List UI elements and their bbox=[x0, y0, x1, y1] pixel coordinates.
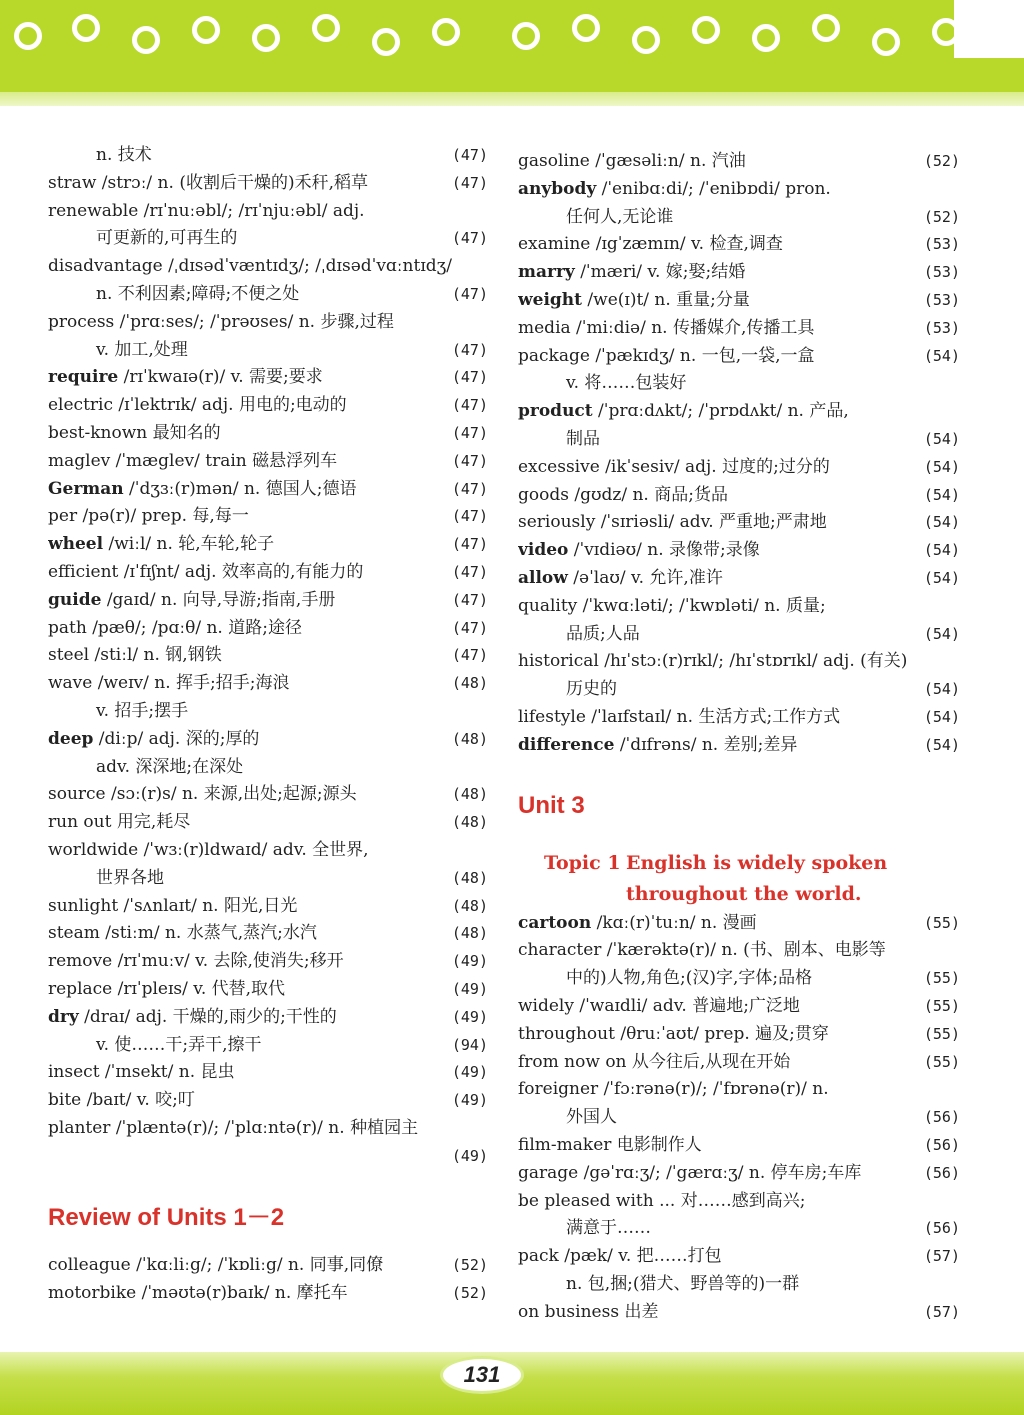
vocab-entry bbox=[518, 704, 960, 732]
vocab-entry-page: (55) bbox=[923, 996, 960, 1015]
header-circle-decoration bbox=[132, 26, 160, 54]
header-circle-decoration bbox=[632, 26, 660, 54]
vocab-entry-text: deep /diːp/ adj. 深的;厚的 bbox=[48, 728, 260, 749]
vocab-entry-text: historical /hɪˈstɔː(r)rɪkl/; /hɪˈstɒrɪkl/ adj. (有关) bbox=[518, 651, 908, 672]
vocab-entry-text: from now on 从今往后,从现在开始 bbox=[518, 1051, 791, 1072]
vocab-entry-text: pack /pæk/ v. 把……打包 bbox=[518, 1246, 722, 1267]
vocab-entry-text: best-known 最知名的 bbox=[48, 422, 221, 443]
right-column bbox=[518, 148, 960, 1326]
vocab-entry-text: n. 包,捆;(猎犬、野兽等的)一群 bbox=[566, 1273, 800, 1294]
vocab-entry-text: dry /draɪ/ adj. 干燥的,雨少的;干性的 bbox=[48, 1006, 337, 1027]
header-circle-decoration bbox=[192, 16, 220, 44]
vocab-entry-page: (47) bbox=[451, 590, 488, 609]
vocab-entry bbox=[518, 231, 960, 259]
vocab-entry bbox=[48, 198, 488, 226]
vocab-entry-page: (56) bbox=[923, 1135, 960, 1154]
vocab-entry-page: (47) bbox=[451, 368, 488, 387]
vocab-entry-text: v. 将……包装好 bbox=[566, 373, 687, 394]
vocab-entry-text: guide /gaɪd/ n. 向导,导游;指南,手册 bbox=[48, 589, 336, 610]
header-circle-decoration bbox=[512, 22, 540, 50]
vocab-entry bbox=[518, 370, 960, 398]
vocab-entry bbox=[48, 1280, 488, 1308]
unit3-vocab-list bbox=[518, 910, 960, 1327]
vocab-entry-text: lifestyle /ˈlaɪfstaɪl/ n. 生活方式;工作方式 bbox=[518, 706, 841, 727]
vocab-entry-page: (52) bbox=[451, 1284, 488, 1303]
vocab-entry bbox=[518, 287, 960, 315]
vocab-entry-page: (54) bbox=[923, 485, 960, 504]
vocab-entry-page: (48) bbox=[451, 729, 488, 748]
review-vocab-list bbox=[48, 1252, 488, 1308]
vocab-entry-page: (56) bbox=[923, 1163, 960, 1182]
vocab-entry-page: (56) bbox=[923, 1108, 960, 1127]
vocab-entry-text: colleague /ˈkɑːliːg/; /ˈkɒliːg/ n. 同事,同僚 bbox=[48, 1255, 384, 1276]
unit3-title: Unit 3 bbox=[518, 791, 585, 819]
vocab-entry-text: seriously /ˈsɪriəsli/ adv. 严重地;严肃地 bbox=[518, 512, 827, 533]
vocab-entry-page: (94) bbox=[451, 1035, 488, 1054]
vocab-entry bbox=[518, 1160, 960, 1188]
vocab-entry bbox=[518, 732, 960, 760]
vocab-entry-text: allow /əˈlaʊ/ v. 允许,准许 bbox=[518, 567, 723, 588]
vocab-entry bbox=[518, 259, 960, 287]
vocab-entry-page: (48) bbox=[451, 674, 488, 693]
vocab-entry-page: (49) bbox=[451, 1063, 488, 1082]
vocab-entry bbox=[518, 937, 960, 965]
vocab-entry bbox=[48, 920, 488, 948]
vocab-entry bbox=[518, 1188, 960, 1216]
vocab-entry-text: insect /ˈɪnsekt/ n. 昆虫 bbox=[48, 1062, 235, 1083]
vocab-entry bbox=[518, 1243, 960, 1271]
left-column bbox=[48, 142, 488, 1308]
vocab-entry-text: steel /stiːl/ n. 钢,钢铁 bbox=[48, 645, 222, 666]
vocab-entry bbox=[518, 1021, 960, 1049]
vocab-entry-page: (54) bbox=[923, 541, 960, 560]
vocab-entry-text: planter /ˈplæntə(r)/; /ˈplɑːntə(r)/ n. 种植园主 bbox=[48, 1117, 419, 1138]
vocab-entry-text: cartoon /kɑː(r)ˈtuːn/ n. 漫画 bbox=[518, 912, 757, 933]
vocab-entry-text: 品质;人品 bbox=[566, 623, 640, 644]
vocab-entry-page: (53) bbox=[923, 263, 960, 282]
vocab-entry bbox=[48, 337, 488, 365]
vocab-entry-page: (47) bbox=[451, 423, 488, 442]
vocab-entry-text: quality /ˈkwɑːləti/; /ˈkwɒləti/ n. 质量; bbox=[518, 595, 826, 616]
vocab-entry-text: renewable /rɪˈnuːəbl/; /rɪˈnjuːəbl/ adj. bbox=[48, 200, 365, 221]
vocab-entry-page: (56) bbox=[923, 1219, 960, 1238]
vocab-entry-text: film-maker 电影制作人 bbox=[518, 1134, 702, 1155]
vocab-entry-page: (49) bbox=[451, 1146, 488, 1165]
vocab-entry-text: throughout /θruːˈaʊt/ prep. 遍及;贯穿 bbox=[518, 1023, 829, 1044]
vocab-entry bbox=[48, 1087, 488, 1115]
vocab-entry-text: replace /rɪˈpleɪs/ v. 代替,取代 bbox=[48, 978, 286, 999]
vocab-entry-text: marry /ˈmæri/ v. 嫁;娶;结婚 bbox=[518, 262, 746, 283]
vocab-entry bbox=[48, 225, 488, 253]
vocab-entry-page: (52) bbox=[451, 1256, 488, 1275]
vocab-entry-text: require /rɪˈkwaɪə(r)/ v. 需要;要求 bbox=[48, 367, 323, 388]
vocab-entry-page: (49) bbox=[451, 979, 488, 998]
vocab-entry-text: product /ˈprɑːdʌkt/; /ˈprɒdʌkt/ n. 产品, bbox=[518, 401, 849, 422]
vocab-entry bbox=[48, 837, 488, 865]
vocab-entry bbox=[518, 454, 960, 482]
vocab-entry bbox=[48, 698, 488, 726]
vocab-entry-text: excessive /ikˈsesiv/ adj. 过度的;过分的 bbox=[518, 456, 830, 477]
header-circle-decoration bbox=[812, 14, 840, 42]
vocab-entry bbox=[48, 893, 488, 921]
header-circle-decoration bbox=[872, 28, 900, 56]
review-title: Review of Units 1－2 bbox=[48, 1204, 285, 1232]
vocab-entry bbox=[48, 1143, 488, 1171]
vocab-entry bbox=[48, 392, 488, 420]
vocab-entry-page: (47) bbox=[451, 340, 488, 359]
vocab-entry bbox=[518, 1049, 960, 1077]
vocab-entry bbox=[48, 615, 488, 643]
vocab-entry-text: German /ˈdʒɜː(r)mən/ n. 德国人;德语 bbox=[48, 478, 357, 499]
vocab-entry-text: video /ˈvɪdiəʊ/ n. 录像带;录像 bbox=[518, 540, 760, 561]
vocab-entry bbox=[48, 781, 488, 809]
vocab-entry-text: bite /baɪt/ v. 咬;叮 bbox=[48, 1090, 195, 1111]
vocab-entry bbox=[48, 1059, 488, 1087]
vocab-entry bbox=[518, 343, 960, 371]
vocab-entry-text: 满意于…… bbox=[566, 1218, 651, 1239]
vocab-entry-text: on business 出差 bbox=[518, 1301, 659, 1322]
vocab-entry-page: (54) bbox=[923, 457, 960, 476]
vocab-entry-text: electric /ɪˈlektrɪk/ adj. 用电的;电动的 bbox=[48, 395, 347, 416]
topic-heading bbox=[518, 848, 960, 910]
vocab-entry-text: be pleased with ... 对……感到高兴; bbox=[518, 1190, 806, 1211]
vocab-entry-page: (55) bbox=[923, 913, 960, 932]
vocab-entry bbox=[48, 587, 488, 615]
vocab-entry-page: (48) bbox=[451, 896, 488, 915]
vocab-entry-page: (47) bbox=[451, 562, 488, 581]
header-circle-decoration bbox=[312, 14, 340, 42]
vocab-entry-text: n. 技术 bbox=[96, 145, 152, 165]
vocab-entry-text: per /pə(r)/ prep. 每,每一 bbox=[48, 506, 249, 527]
vocab-entry-text: worldwide /ˈwɜː(r)ldwaɪd/ adv. 全世界, bbox=[48, 839, 369, 860]
vocab-entry bbox=[48, 142, 488, 170]
vocab-entry bbox=[48, 1004, 488, 1032]
vocab-entry bbox=[518, 910, 960, 938]
vocab-entry bbox=[518, 315, 960, 343]
vocab-entry bbox=[518, 537, 960, 565]
topic-title-line1: English is widely spoken bbox=[626, 851, 888, 874]
vocab-entry bbox=[48, 865, 488, 893]
vocab-entry-page: (47) bbox=[451, 479, 488, 498]
vocab-entry bbox=[48, 1252, 488, 1280]
vocab-entry-page: (49) bbox=[451, 1091, 488, 1110]
vocab-entry-text: gasoline /ˈgæsəliːn/ n. 汽油 bbox=[518, 151, 746, 171]
vocab-entry bbox=[48, 170, 488, 198]
vocab-entry bbox=[518, 148, 960, 176]
vocab-entry bbox=[48, 253, 488, 281]
header-circle-decoration bbox=[372, 28, 400, 56]
vocab-entry-text: path /pæθ/; /pɑːθ/ n. 道路;途径 bbox=[48, 617, 302, 638]
vocab-entry bbox=[518, 482, 960, 510]
vocab-entry-text: process /ˈprɑːses/; /ˈprəʊses/ n. 步骤,过程 bbox=[48, 311, 394, 332]
vocab-entry bbox=[518, 648, 960, 676]
vocab-entry-text: remove /rɪˈmuːv/ v. 去除,使消失;移开 bbox=[48, 951, 344, 972]
vocab-entry bbox=[518, 1215, 960, 1243]
vocab-entry-page: (47) bbox=[451, 618, 488, 637]
vocab-entry-text: examine /ɪgˈzæmɪn/ v. 检查,调查 bbox=[518, 234, 783, 255]
vocab-entry-page: (55) bbox=[923, 1052, 960, 1071]
vocab-entry-text: v. 使……干;弄干,擦干 bbox=[96, 1034, 262, 1055]
vocab-entry bbox=[518, 509, 960, 537]
vocab-entry-page: (47) bbox=[451, 646, 488, 665]
vocab-entry bbox=[48, 420, 488, 448]
header-white-box bbox=[954, 0, 1024, 58]
vocab-entry-page: (57) bbox=[923, 1247, 960, 1266]
vocab-entry bbox=[518, 993, 960, 1021]
vocab-entry-text: goods /gʊdz/ n. 商品;货品 bbox=[518, 484, 728, 505]
vocab-entry-page: (54) bbox=[923, 346, 960, 365]
vocab-entry bbox=[48, 809, 488, 837]
vocab-entry-page: (57) bbox=[923, 1302, 960, 1321]
vocab-entry-page: (48) bbox=[451, 868, 488, 887]
vocab-entry-text: anybody /ˈenibɑːdi/; /ˈenibɒdi/ pron. bbox=[518, 178, 831, 199]
vocab-entry bbox=[48, 1115, 488, 1143]
vocab-entry-text: wheel /wiːl/ n. 轮,车轮,轮子 bbox=[48, 534, 275, 555]
vocab-entry-text: maglev /ˈmæglev/ train 磁悬浮列车 bbox=[48, 450, 338, 471]
vocab-entry-page: (54) bbox=[923, 735, 960, 754]
vocab-entry-page: (54) bbox=[923, 680, 960, 699]
header-circle-decoration bbox=[572, 14, 600, 42]
vocab-entry-text: 中的)人物,角色;(汉)字,字体;品格 bbox=[566, 968, 813, 989]
vocab-entry-text: 外国人 bbox=[566, 1107, 617, 1128]
vocab-entry-page: (47) bbox=[451, 284, 488, 303]
vocab-entry bbox=[48, 559, 488, 587]
vocab-entry bbox=[48, 309, 488, 337]
vocab-entry-text: 世界各地 bbox=[96, 867, 164, 888]
vocab-entry-text: 历史的 bbox=[566, 679, 617, 700]
vocab-entry bbox=[48, 281, 488, 309]
topic-title-line2: throughout the world. bbox=[626, 882, 862, 905]
header-circle-decoration bbox=[432, 18, 460, 46]
vocab-entry bbox=[48, 448, 488, 476]
vocab-entry bbox=[48, 642, 488, 670]
vocab-entry bbox=[518, 965, 960, 993]
vocab-entry-text: 制品 bbox=[566, 428, 600, 449]
right-vocab-list bbox=[518, 148, 960, 760]
vocab-entry-page: (54) bbox=[923, 513, 960, 532]
vocab-entry-text: disadvantage /ˌdɪsədˈvæntɪdʒ/; /ˌdɪsədˈvɑːntɪdʒ/ bbox=[48, 256, 452, 277]
vocab-entry-page: (49) bbox=[451, 1007, 488, 1026]
vocab-entry-page: (49) bbox=[451, 952, 488, 971]
vocab-entry bbox=[518, 398, 960, 426]
vocab-entry-page: (53) bbox=[923, 235, 960, 254]
vocab-entry-page: (48) bbox=[451, 924, 488, 943]
topic-label: Topic 1 bbox=[544, 851, 621, 874]
vocab-entry-page: (54) bbox=[923, 624, 960, 643]
vocab-entry bbox=[48, 726, 488, 754]
vocab-entry bbox=[48, 531, 488, 559]
header-circle-decoration bbox=[72, 14, 100, 42]
vocab-entry bbox=[48, 364, 488, 392]
vocab-entry bbox=[518, 176, 960, 204]
vocab-entry bbox=[48, 754, 488, 782]
vocab-entry-text: garage /gəˈrɑːʒ/; /ˈgærɑːʒ/ n. 停车房;车库 bbox=[518, 1162, 862, 1183]
vocab-entry bbox=[518, 1299, 960, 1327]
vocab-entry-page: (54) bbox=[923, 429, 960, 448]
vocab-entry-text: weight /we(ɪ)t/ n. 重量;分量 bbox=[518, 289, 750, 310]
vocab-entry-page: (52) bbox=[923, 207, 960, 226]
vocab-entry bbox=[48, 976, 488, 1004]
vocab-entry bbox=[518, 621, 960, 649]
vocab-entry-page: (48) bbox=[451, 813, 488, 832]
vocab-entry-page: (52) bbox=[923, 152, 960, 170]
vocab-entry-page: (47) bbox=[451, 535, 488, 554]
vocab-entry-page: (54) bbox=[923, 568, 960, 587]
vocab-entry-page: (55) bbox=[923, 969, 960, 988]
vocab-entry bbox=[518, 1104, 960, 1132]
left-vocab-list bbox=[48, 142, 488, 1170]
vocab-entry-text: package /ˈpækɪdʒ/ n. 一包,一袋,一盒 bbox=[518, 345, 815, 366]
vocab-entry bbox=[48, 1032, 488, 1060]
vocab-entry-text: foreigner /ˈfɔːrənə(r)/; /ˈfɒrənə(r)/ n. bbox=[518, 1079, 829, 1100]
header-stripe bbox=[0, 92, 1024, 106]
vocab-entry-page: (48) bbox=[451, 785, 488, 804]
vocab-entry bbox=[518, 204, 960, 232]
vocab-entry-page: (47) bbox=[451, 173, 488, 192]
vocab-entry bbox=[518, 426, 960, 454]
vocab-entry-text: v. 招手;摆手 bbox=[96, 700, 189, 721]
vocab-entry bbox=[48, 948, 488, 976]
vocab-entry-page: (53) bbox=[923, 290, 960, 309]
vocab-entry-text: wave /weɪv/ n. 挥手;招手;海浪 bbox=[48, 673, 290, 694]
vocab-entry-page: (47) bbox=[451, 451, 488, 470]
vocab-entry-text: 任何人,无论谁 bbox=[566, 206, 674, 227]
vocab-entry bbox=[518, 676, 960, 704]
vocab-entry bbox=[48, 503, 488, 531]
header-circle-decoration bbox=[14, 22, 42, 50]
vocab-entry bbox=[518, 565, 960, 593]
vocab-entry bbox=[48, 670, 488, 698]
vocab-entry-page: (47) bbox=[451, 229, 488, 248]
vocab-entry bbox=[518, 593, 960, 621]
vocab-entry-text: steam /stiːm/ n. 水蒸气,蒸汽;水汽 bbox=[48, 923, 317, 944]
vocab-entry bbox=[518, 1132, 960, 1160]
vocab-entry bbox=[518, 1076, 960, 1104]
header-circle-decoration bbox=[692, 16, 720, 44]
vocab-entry-text: motorbike /ˈməʊtə(r)baɪk/ n. 摩托车 bbox=[48, 1283, 348, 1304]
header-banner bbox=[0, 0, 1024, 92]
vocab-entry-page: (47) bbox=[451, 146, 488, 164]
vocab-entry-text: run out 用完,耗尽 bbox=[48, 812, 191, 833]
header-circle-decoration bbox=[752, 24, 780, 52]
vocab-entry-text: widely /ˈwaɪdli/ adv. 普遍地;广泛地 bbox=[518, 995, 800, 1016]
vocab-entry-page: (55) bbox=[923, 1024, 960, 1043]
vocab-entry-page: (47) bbox=[451, 396, 488, 415]
vocab-entry-text: sunlight /ˈsʌnlaɪt/ n. 阳光,日光 bbox=[48, 895, 298, 916]
vocab-entry-page: (53) bbox=[923, 318, 960, 337]
vocab-entry-text: adv. 深深地;在深处 bbox=[96, 756, 244, 777]
topic-title bbox=[626, 848, 887, 910]
vocab-entry-text: straw /strɔː/ n. (收割后干燥的)禾秆,稻草 bbox=[48, 172, 368, 193]
vocab-entry-page: (47) bbox=[451, 507, 488, 526]
vocab-entry bbox=[518, 1271, 960, 1299]
vocab-entry-text: media /ˈmiːdiə/ n. 传播媒介,传播工具 bbox=[518, 317, 815, 338]
vocab-entry-text: efficient /ɪˈfɪʃnt/ adj. 效率高的,有能力的 bbox=[48, 561, 364, 582]
vocab-entry-text: 可更新的,可再生的 bbox=[96, 228, 238, 249]
vocab-entry-text: character /ˈkærəktə(r)/ n. (书、剧本、电影等 bbox=[518, 940, 886, 961]
vocab-entry-page: (54) bbox=[923, 707, 960, 726]
vocab-entry-text: n. 不利因素;障碍;不便之处 bbox=[96, 283, 300, 304]
vocab-entry-text: difference /ˈdɪfrəns/ n. 差别;差异 bbox=[518, 734, 798, 755]
vocab-entry-text: source /sɔː(r)s/ n. 来源,出处;起源;源头 bbox=[48, 784, 357, 805]
header-circle-decoration bbox=[252, 24, 280, 52]
page-number: 131 bbox=[440, 1356, 524, 1394]
vocab-entry bbox=[48, 476, 488, 504]
vocab-entry-text: v. 加工,处理 bbox=[96, 339, 188, 360]
